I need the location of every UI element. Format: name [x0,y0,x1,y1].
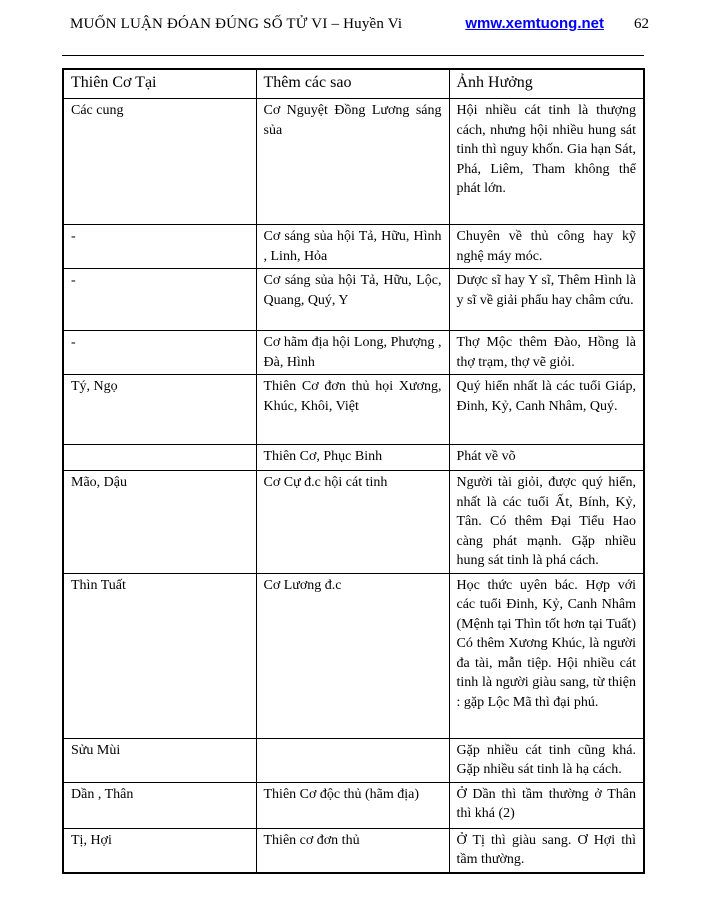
page-number: 62 [634,16,649,32]
cell-stars: Cơ hãm địa hội Long, Phượng , Đà, Hình [256,331,449,375]
table-row [63,269,644,331]
cell-stars: Thiên Cơ độc thủ (hãm địa) [256,782,449,828]
cell-effect: Ở Tị thì giàu sang. Ơ Hợi thì tầm thường. [449,828,644,873]
cell-effect: Quý hiển nhất là các tuổi Giáp, Đinh, Kỷ, Canh Nhâm, Quý. [449,375,644,445]
cell-effect: Hội nhiều cát tinh là thượng cách, nhưng hội nhiều hung sát tinh thì nguy khốn. Gia hạn Sát, Phá, Liêm, Tham không thể phát lớn. [449,99,644,225]
cell-effect: Dược sĩ hay Y sĩ, Thêm Hình là y sĩ về giải phẩu hay châm cứu. [449,269,644,331]
cell-palace: Mão, Dậu [63,471,256,574]
cell-palace: - [63,225,256,269]
cell-stars: Cơ sáng sủa hội Tả, Hữu, Lộc, Quang, Quý, Y [256,269,449,331]
cell-stars: Cơ Nguyệt Đồng Lương sáng sủa [256,99,449,225]
header-divider [62,55,644,56]
cell-palace: Tị, Hợi [63,828,256,873]
table-header-row [63,69,644,99]
cell-palace: Thìn Tuất [63,573,256,738]
cell-stars: Thiên Cơ đơn thủ họi Xương, Khúc, Khôi, Việt [256,375,449,445]
cell-stars [256,738,449,782]
cell-palace: Dần , Thân [63,782,256,828]
cell-effect: Ở Dần thì tầm thường ở Thân thì khá (2) [449,782,644,828]
website-link[interactable]: wmw.xemtuong.net [465,15,604,32]
column-header-anh-huong: Ảnh Hưởng [449,69,644,99]
cell-stars: Thiên Cơ, Phục Binh [256,445,449,471]
cell-stars: Cơ Cự đ.c hội cát tinh [256,471,449,574]
column-header-them-cac-sao: Thêm các sao [256,69,449,99]
table-row [63,331,644,375]
page-header [70,15,649,33]
table-row [63,375,644,445]
cell-palace: Tý, Ngọ [63,375,256,445]
cell-palace: - [63,269,256,331]
document-title: MUỐN LUẬN ĐÓAN ĐÚNG SỐ TỬ VI – Huyền Vi [70,16,403,32]
table-row [63,738,644,782]
cell-effect: Người tài giỏi, được quý hiển, nhất là các tuổi Ất, Bính, Kỷ, Tân. Có thêm Đại Tiểu Hao càng phát mạnh. Gặp nhiều hung sát tinh là phá cách. [449,471,644,574]
table-row [63,471,644,574]
table-row [63,828,644,873]
table-row [63,99,644,225]
table-row [63,225,644,269]
table-row [63,573,644,738]
cell-effect: Chuyên về thủ công hay kỹ nghệ máy móc. [449,225,644,269]
cell-palace [63,445,256,471]
cell-effect: Phát về võ [449,445,644,471]
column-header-thien-co-tai: Thiên Cơ Tại [63,69,256,99]
cell-stars: Cơ Lương đ.c [256,573,449,738]
cell-effect: Gặp nhiều cát tinh cũng khá. Gặp nhiều sát tinh là hạ cách. [449,738,644,782]
cell-palace: Các cung [63,99,256,225]
table-row [63,445,644,471]
cell-stars: Cơ sáng sủa hội Tả, Hữu, Hình , Linh, Hỏa [256,225,449,269]
cell-stars: Thiên cơ đơn thủ [256,828,449,873]
cell-effect: Học thức uyên bác. Hợp với các tuổi Đinh, Kỷ, Canh Nhâm (Mệnh tại Thìn tốt hơn tại Tuất) Có thêm Xương Khúc, là người đa tài, mẫn tiệp. Hội nhiều cát tinh là người giàu sang, từ thiện : gặp Lộc Mã thì đại phú. [449,573,644,738]
cell-effect: Thợ Mộc thêm Đào, Hồng là thợ trạm, thợ vẽ giỏi. [449,331,644,375]
cell-palace: - [63,331,256,375]
astrology-table [62,68,645,874]
cell-palace: Sửu Mùi [63,738,256,782]
table-row [63,782,644,828]
